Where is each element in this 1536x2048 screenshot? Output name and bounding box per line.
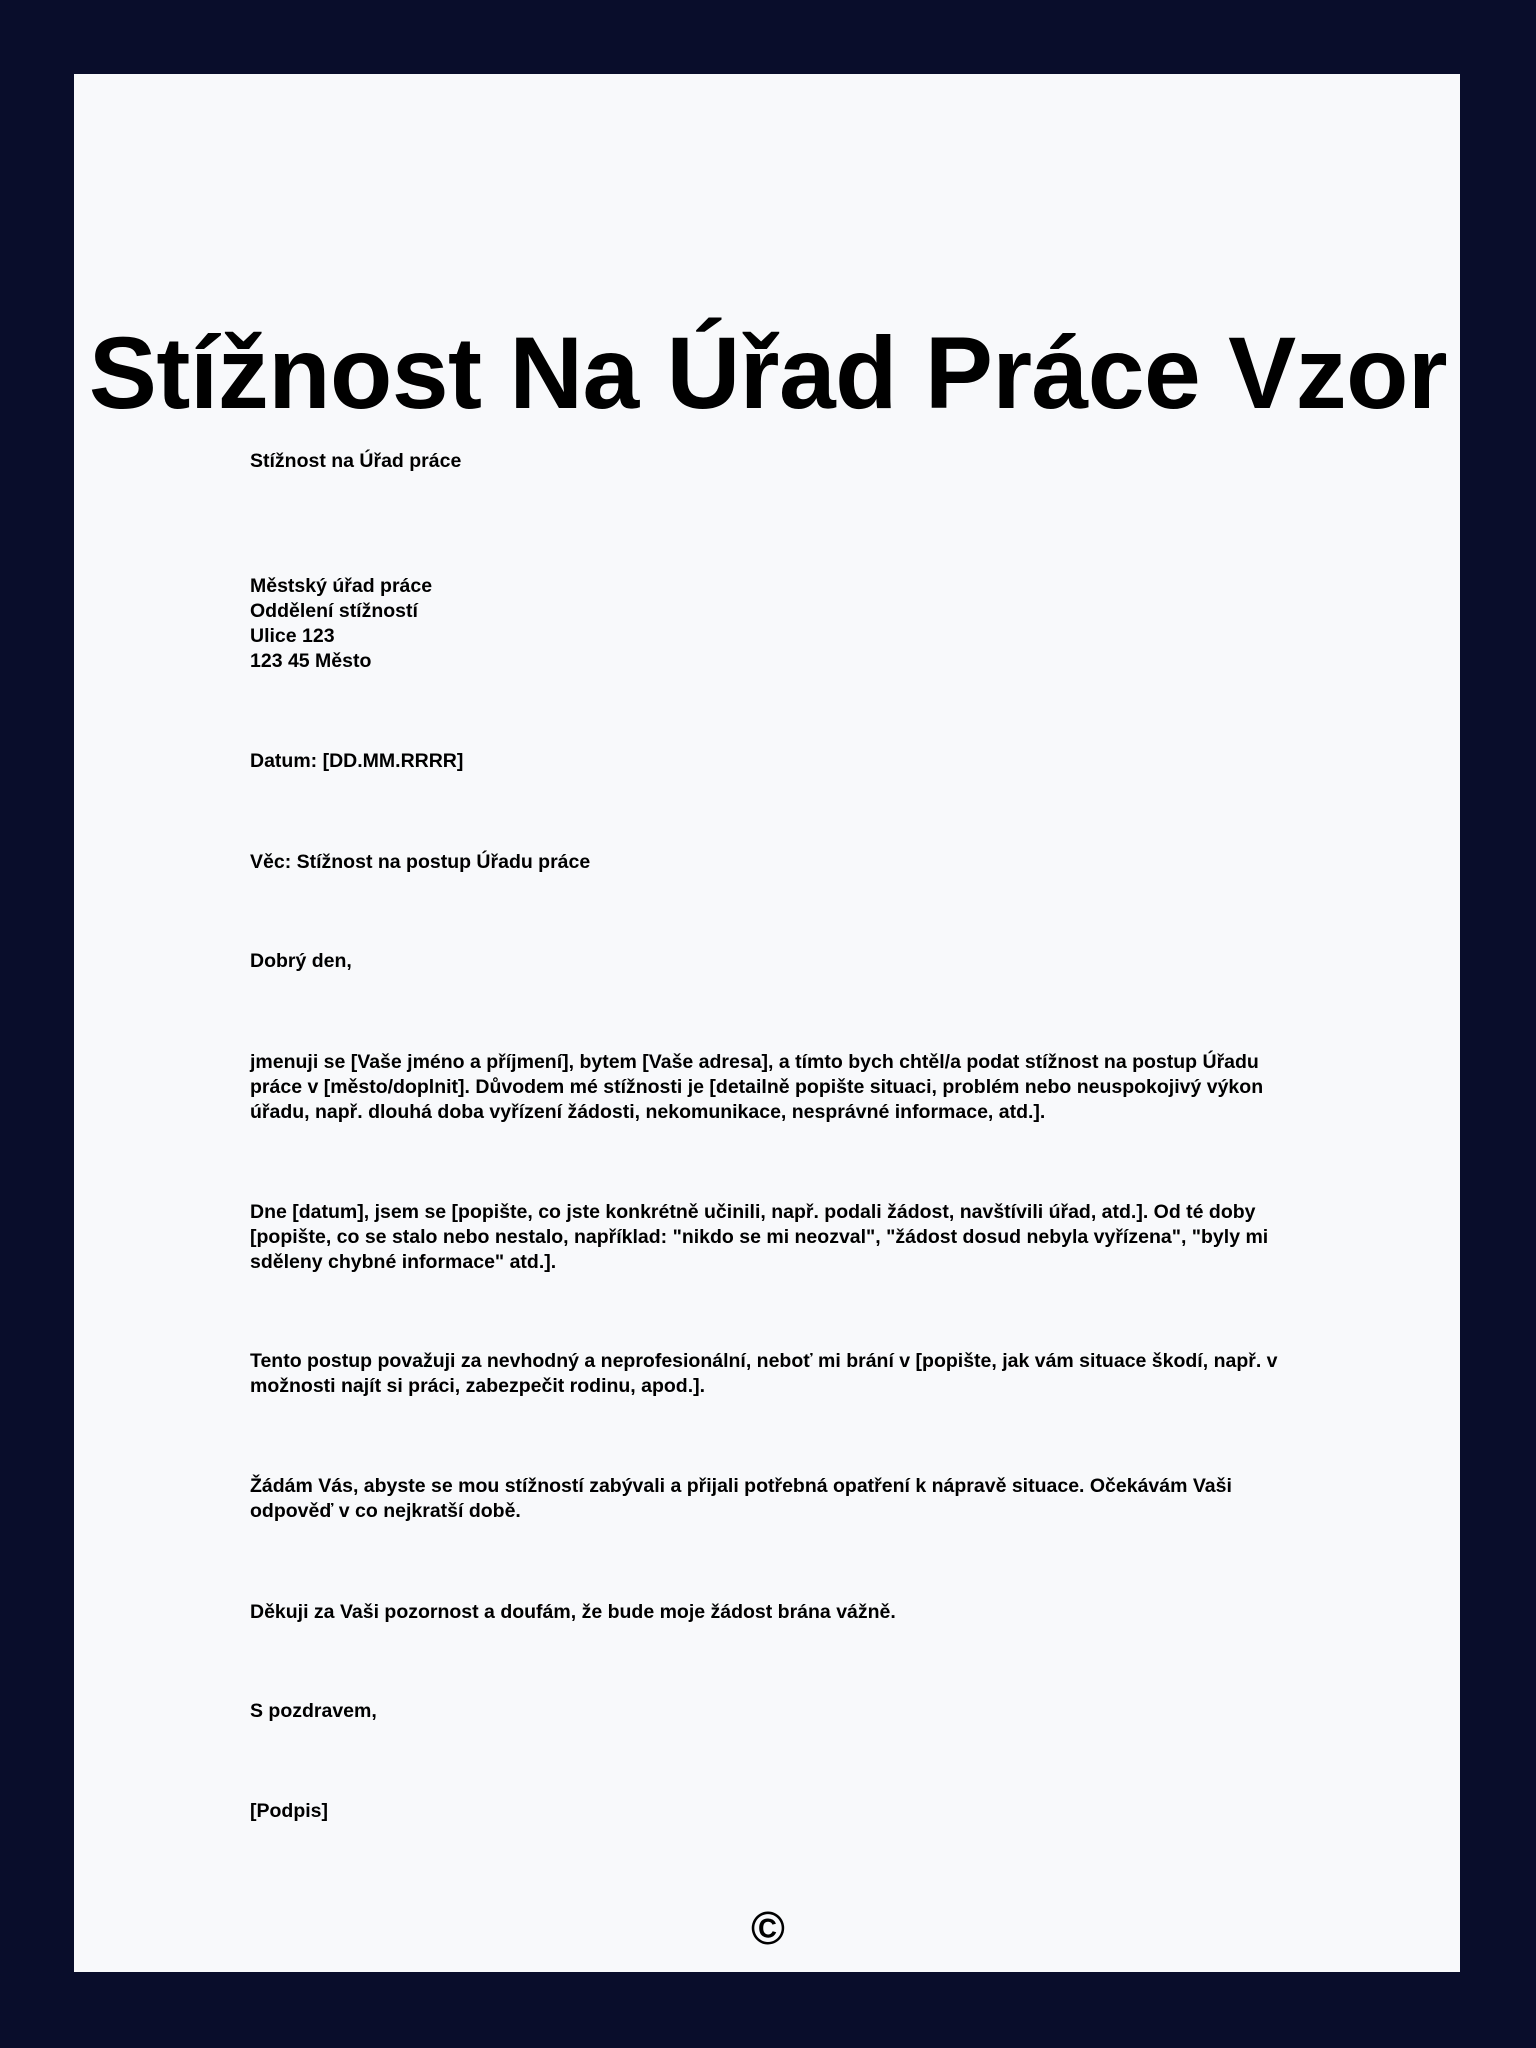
body-paragraph: Děkuji za Vaši pozornost a doufám, že bude moje žádost brána vážně.: [250, 1601, 896, 1623]
address-line: Městský úřad práce: [250, 575, 433, 597]
body-paragraph: Tento postup považuji za nevhodný a neprofesionální, neboť mi brání v [popište, jak vám situace škodí, např. v možnosti najít si práci, zabezpečit rodinu, apod.].: [250, 1350, 1278, 1397]
address-line: 123 45 Město: [250, 650, 372, 672]
address-line: Ulice 123: [250, 625, 335, 647]
letter-heading: Stížnost na Úřad práce: [250, 450, 462, 472]
body-paragraph: Dne [datum], jsem se [popište, co jste konkrétně učinili, např. podali žádost, navštívili úřad, atd.]. Od té doby [popište, co se stalo nebo nestalo, například: "nikdo se mi neozval", "žádost dosud nebyla vyřízena", "byly mi sděleny chybné informace" atd.].: [250, 1201, 1269, 1273]
letter-date: Datum: [DD.MM.RRRR]: [250, 750, 464, 772]
body-paragraph: jmenuji se [Vaše jméno a příjmení], bytem [Vaše adresa], a tímto bych chtěl/a podat stížnost na postup Úřadu práce v [město/doplnit]. Důvodem mé stížnosti je [detailně popište situaci, problém nebo neuspokojivý výkon úřadu, např. dlouhá doba vyřízení žádosti, nekomunikace, nesprávné informace, atd.].: [250, 1051, 1264, 1123]
letter-greeting: Dobrý den,: [250, 950, 352, 972]
body-paragraph: Žádám Vás, abyste se mou stížností zabývali a přijali potřebná opatření k nápravě situace. Očekávám Vaši odpověď v co nejkratší době.: [250, 1475, 1232, 1522]
letter-subject: Věc: Stížnost na postup Úřadu práce: [250, 851, 591, 873]
letter-signature: [Podpis]: [250, 1800, 328, 1822]
copyright-icon: ©: [751, 1902, 785, 1954]
address-line: Oddělení stížností: [250, 600, 418, 622]
recipient-address: [250, 574, 1290, 674]
letter-closing: S pozdravem,: [250, 1700, 377, 1722]
page-title: Stížnost Na Úřad Práce Vzor: [88, 316, 1448, 431]
